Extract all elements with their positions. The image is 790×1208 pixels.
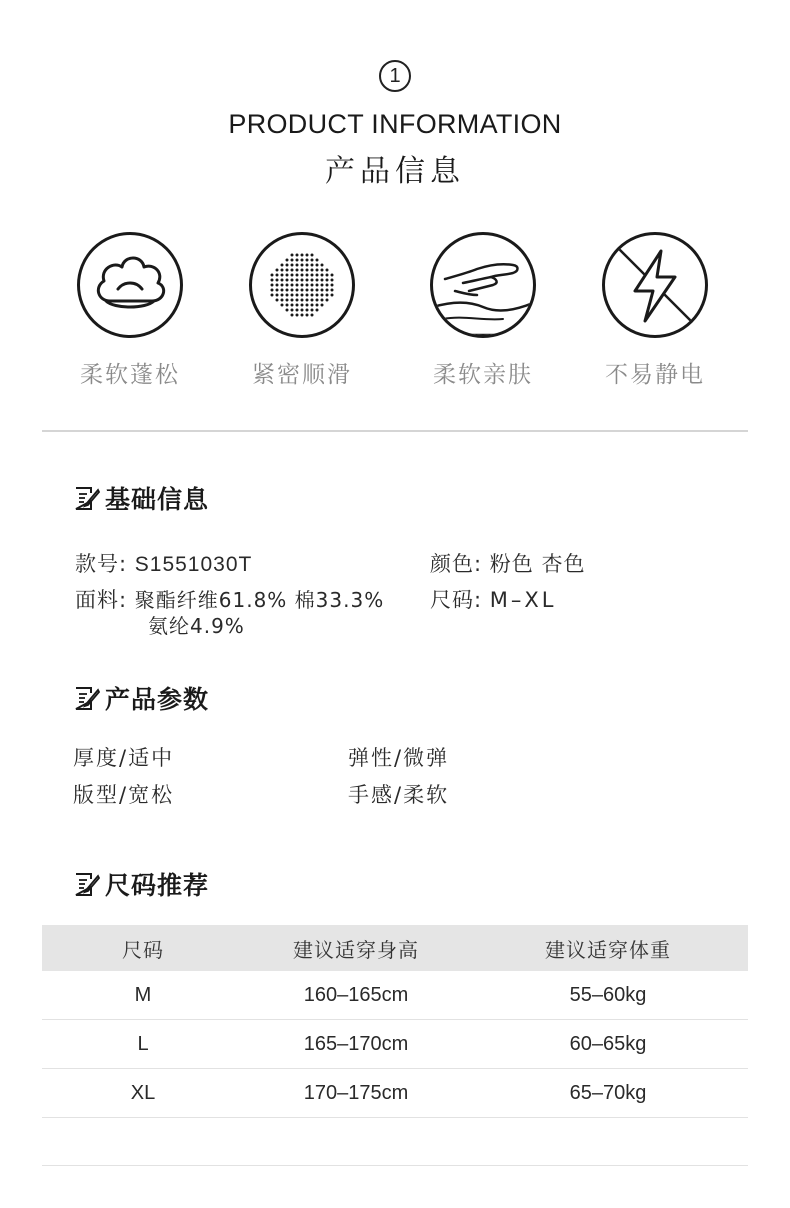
weave-dot: [311, 289, 314, 292]
weave-dot: [286, 294, 289, 297]
weave-dot: [306, 279, 309, 282]
weave-dot: [291, 259, 294, 262]
table-header: [42, 925, 748, 971]
weave-dot: [296, 314, 299, 317]
style-number-key: 款号:: [75, 552, 128, 576]
weave-dot: [321, 269, 324, 272]
weave-dot: [281, 279, 284, 282]
weave-dot: [306, 274, 309, 277]
size-key: 尺码:: [430, 588, 483, 612]
weave-dot: [286, 284, 289, 287]
hand-touch-icon: [430, 232, 536, 338]
weave-dot: [321, 284, 324, 287]
weave-dot: [276, 274, 279, 277]
weave-dot: [306, 304, 309, 307]
weave-dot: [276, 294, 279, 297]
weave-dot: [301, 269, 304, 272]
page-header: [0, 60, 790, 190]
weave-dot: [286, 269, 289, 272]
color-info: [430, 551, 585, 577]
weave-dot: [286, 279, 289, 282]
weave-dot: [326, 279, 329, 282]
weave-dot: [311, 254, 314, 257]
bottom-divider: [42, 1165, 748, 1166]
weave-dot: [306, 254, 309, 257]
weave-dot: [331, 294, 334, 297]
weave-dot: [311, 264, 314, 267]
weave-dot: [316, 294, 319, 297]
color-value: 粉色 杏色: [489, 552, 586, 576]
weave-dot: [276, 284, 279, 287]
cell-height: 165–170cm: [303, 1032, 409, 1055]
weave-dot: [316, 274, 319, 277]
weave-dot: [316, 269, 319, 272]
weave-dot: [291, 274, 294, 277]
weave-dot: [311, 304, 314, 307]
weave-dot: [296, 274, 299, 277]
weave-dot: [281, 264, 284, 267]
weave-dot: [291, 299, 294, 302]
basic-info-heading: [73, 480, 209, 516]
weave-dot: [296, 304, 299, 307]
weave-dot: [296, 309, 299, 312]
weave-dot: [311, 299, 314, 302]
fabric-key: 面料:: [75, 588, 128, 612]
weave-dot: [296, 269, 299, 272]
weave-dot: [321, 274, 324, 277]
weave-dot: [291, 304, 294, 307]
weave-dot: [271, 274, 274, 277]
weave-dot: [276, 289, 279, 292]
table-row: [42, 1069, 748, 1118]
section-title: 基础信息: [105, 485, 210, 514]
weave-dot: [331, 279, 334, 282]
weave-dot: [301, 279, 304, 282]
weave-dot: [276, 279, 279, 282]
weave-dot: [286, 304, 289, 307]
weave-dot: [296, 294, 299, 297]
weave-dot: [281, 294, 284, 297]
weave-dot: [301, 314, 304, 317]
weave-dot: [306, 284, 309, 287]
weave-dot: [286, 259, 289, 262]
section-title: 尺码推荐: [105, 871, 210, 900]
weave-dot: [306, 289, 309, 292]
weave-dot: [306, 294, 309, 297]
weave-dot: [316, 304, 319, 307]
weave-dot: [301, 254, 304, 257]
title-english: PRODUCT INFORMATION: [228, 109, 562, 139]
size-table: [42, 925, 748, 1118]
weave-dot: [326, 294, 329, 297]
param-fit: 版型/宽松: [73, 783, 175, 807]
weave-dot: [281, 274, 284, 277]
weave-dot: [296, 264, 299, 267]
weave-dot: [286, 274, 289, 277]
fabric-info: [75, 587, 384, 613]
weave-dot: [316, 284, 319, 287]
section-number: 1: [379, 60, 411, 92]
weave-dot: [301, 259, 304, 262]
weave-dot: [296, 259, 299, 262]
cell-weight: 55–60kg: [569, 983, 647, 1006]
cell-height: 160–165cm: [303, 983, 409, 1006]
edit-note-icon: [73, 484, 101, 512]
weave-dot: [281, 284, 284, 287]
weave-dot: [326, 289, 329, 292]
weave-dot: [286, 299, 289, 302]
weave-dot: [301, 274, 304, 277]
style-number-value: S1551030T: [134, 553, 253, 576]
weave-dot: [301, 264, 304, 267]
feature-label: 紧密顺滑: [252, 362, 352, 388]
param-thickness: 厚度/适中: [73, 746, 175, 770]
feature-label: 柔软蓬松: [80, 362, 180, 388]
weave-dot: [281, 289, 284, 292]
weave-dot: [296, 254, 299, 257]
weave-dot: [301, 299, 304, 302]
feature-list: [0, 232, 790, 392]
weave-dot: [316, 299, 319, 302]
weave-dot: [311, 274, 314, 277]
weave-dot: [311, 309, 314, 312]
weave-dot: [291, 294, 294, 297]
cell-height: 170–175cm: [303, 1081, 409, 1104]
cell-size: XL: [130, 1081, 156, 1104]
column-header-size: 尺码: [122, 937, 164, 962]
weave-dot: [321, 304, 324, 307]
weave-dot: [291, 284, 294, 287]
weave-dot: [271, 289, 274, 292]
feature-label: 不易静电: [605, 362, 705, 388]
weave-dot: [296, 284, 299, 287]
weave-dot: [286, 289, 289, 292]
column-header-height: 建议适穿身高: [293, 937, 419, 962]
weave-dot: [306, 264, 309, 267]
weave-dot: [316, 264, 319, 267]
weave-dot: [311, 294, 314, 297]
weave-dot: [276, 299, 279, 302]
table-row: [42, 971, 748, 1020]
weave-dot: [291, 269, 294, 272]
size-info: [430, 587, 556, 613]
dense-weave-icon: [249, 232, 355, 338]
size-value: M–XL: [489, 588, 557, 612]
fabric-value: 聚酯纤维61.8% 棉33.3%: [134, 588, 385, 612]
weave-dot: [331, 284, 334, 287]
weave-dot: [311, 269, 314, 272]
weave-dot: [291, 264, 294, 267]
weave-dot: [326, 299, 329, 302]
style-number: [75, 551, 252, 578]
weave-dot: [306, 269, 309, 272]
feature-anti-static: [585, 232, 725, 389]
weave-dot: [286, 264, 289, 267]
edit-note-icon: [73, 870, 101, 898]
weave-dot: [271, 284, 274, 287]
column-header-weight: 建议适穿体重: [545, 937, 671, 962]
param-elasticity: 弹性/微弹: [348, 746, 450, 770]
weave-dot: [306, 299, 309, 302]
weave-dot: [321, 299, 324, 302]
weave-dot: [306, 259, 309, 262]
weave-dot: [321, 294, 324, 297]
weave-dot: [301, 304, 304, 307]
weave-dot: [326, 284, 329, 287]
weave-dot: [306, 309, 309, 312]
cell-weight: 65–70kg: [569, 1081, 647, 1104]
cell-size: L: [137, 1032, 149, 1055]
edit-note-icon: [73, 684, 101, 712]
weave-dot: [296, 279, 299, 282]
weave-dot: [301, 309, 304, 312]
weave-dot: [286, 309, 289, 312]
feature-dense-smooth: [232, 232, 372, 389]
weave-dot: [316, 259, 319, 262]
feature-soft-fluffy: [60, 232, 200, 389]
no-static-icon: [602, 232, 708, 338]
param-feel: 手感/柔软: [348, 783, 450, 807]
weave-dot: [306, 314, 309, 317]
weave-dot: [271, 279, 274, 282]
weave-dot: [311, 259, 314, 262]
weave-dot: [281, 304, 284, 307]
weave-dot: [291, 254, 294, 257]
weave-dot: [301, 284, 304, 287]
weave-dot: [276, 269, 279, 272]
weave-dot: [316, 289, 319, 292]
weave-dot: [271, 294, 274, 297]
weave-dot: [316, 279, 319, 282]
feature-label: 柔软亲肤: [433, 362, 533, 388]
weave-dot: [316, 309, 319, 312]
weave-dot: [311, 284, 314, 287]
table-row: [42, 1020, 748, 1069]
weave-dot: [321, 279, 324, 282]
weave-dot: [301, 289, 304, 292]
feature-skin-friendly: [413, 232, 553, 389]
weave-dot: [291, 309, 294, 312]
weave-dot: [291, 314, 294, 317]
params-heading: [73, 680, 209, 716]
title-chinese: 产品信息: [325, 154, 465, 189]
weave-dot: [296, 299, 299, 302]
weave-dot: [311, 279, 314, 282]
weave-dot: [291, 289, 294, 292]
weave-dot: [321, 289, 324, 292]
color-key: 颜色:: [430, 552, 483, 576]
weave-dot: [291, 279, 294, 282]
weave-dot: [321, 264, 324, 267]
cloud-icon: [77, 232, 183, 338]
weave-dot: [331, 274, 334, 277]
cell-size: M: [134, 983, 152, 1006]
weave-dot: [326, 269, 329, 272]
weave-dot: [311, 314, 314, 317]
cell-weight: 60–65kg: [569, 1032, 647, 1055]
weave-dot: [301, 294, 304, 297]
section-title: 产品参数: [105, 685, 210, 714]
weave-dot: [296, 289, 299, 292]
size-rec-heading: [73, 866, 209, 902]
weave-dot: [281, 269, 284, 272]
weave-dot: [326, 274, 329, 277]
weave-dot: [281, 299, 284, 302]
weave-dot: [331, 289, 334, 292]
fabric-value-2: 氨纶4.9%: [148, 614, 245, 638]
section-divider: [42, 430, 748, 432]
